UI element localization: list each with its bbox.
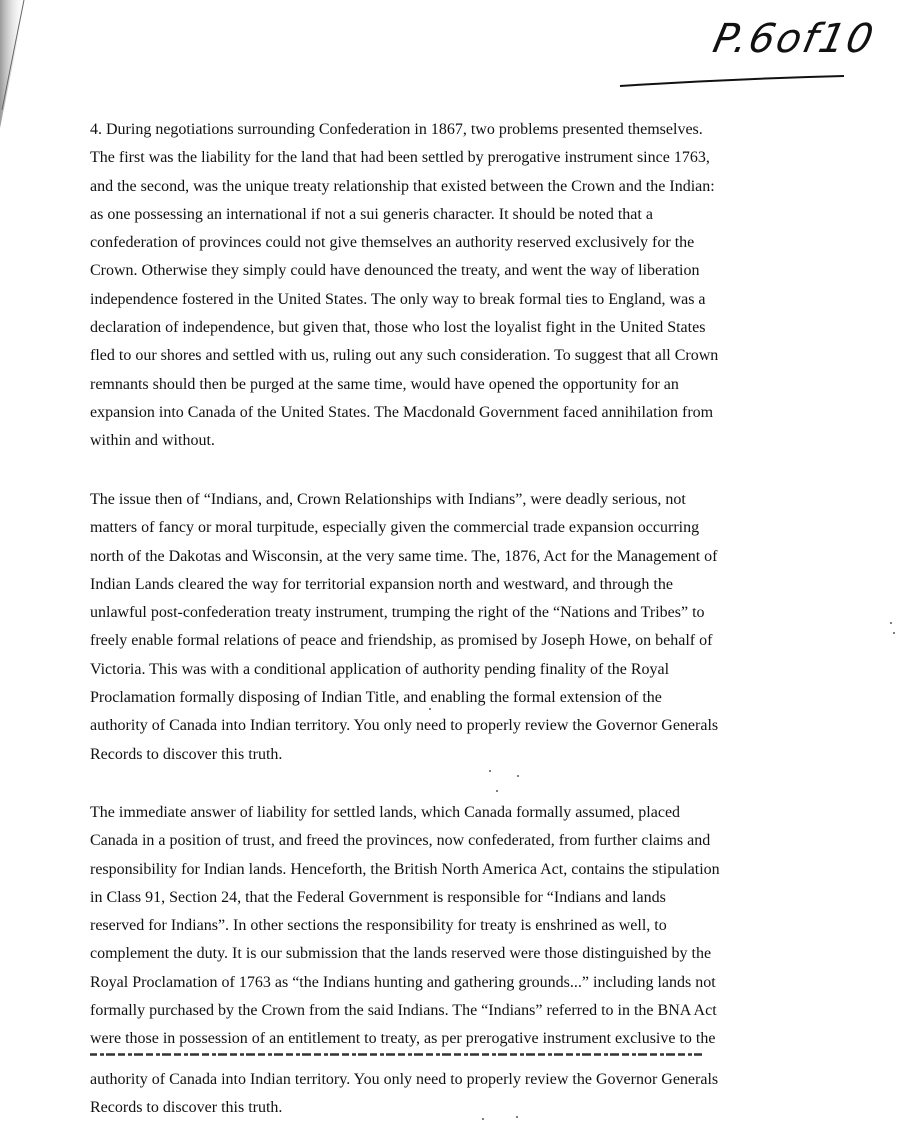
text-line: authority of Canada into Indian territory. You only need to properly review the Governor Generals	[90, 717, 719, 735]
text-line: Records to discover this truth.	[90, 745, 283, 763]
scan-speck	[517, 775, 519, 777]
text-line: Records to discover this truth.	[90, 1099, 283, 1117]
text-line: Victoria. This was with a conditional application of authority pending finality of the Royal	[90, 660, 670, 678]
text-line: fled to our shores and settled with us, ruling out any such consideration. To suggest that all Crown	[90, 347, 719, 365]
text-line: unlawful post-confederation treaty instrument, trumping the right of the “Nations and Tribes” to	[90, 604, 705, 622]
scan-speck	[482, 1118, 484, 1120]
paragraph-4	[90, 1066, 718, 1123]
scan-speck	[429, 708, 431, 710]
text-line: Crown. Otherwise they simply could have denounced the treaty, and went the way of liberation	[90, 262, 700, 280]
text-line: declaration of independence, but given that, those who lost the loyalist fight in the United States	[90, 319, 706, 337]
scan-speck	[496, 790, 498, 792]
scan-speck	[489, 770, 491, 772]
text-line: in Class 91, Section 24, that the Federal Government is responsible for “Indians and lands	[90, 888, 666, 906]
text-line: freely enable formal relations of peace and friendship, as promised by Joseph Howe, on behalf of	[90, 632, 713, 650]
text-line: formally purchased by the Crown from the said Indians. The “Indians” referred to in the BNA Act	[90, 1002, 717, 1020]
scan-speck	[890, 622, 892, 624]
text-line: north of the Dakotas and Wisconsin, at the very same time. The, 1876, Act for the Management of	[90, 547, 718, 565]
text-line: within and without.	[90, 432, 215, 450]
text-line: authority of Canada into Indian territory. You only need to properly review the Governor Generals	[90, 1071, 719, 1088]
text-line: Royal Proclamation of 1763 as “the Indians hunting and gathering grounds...” including lands not	[90, 973, 716, 991]
paragraph-1	[90, 116, 718, 456]
scan-speck	[516, 1116, 518, 1118]
text-line: complement the duty. It is our submission that the lands reserved were those distinguished by the	[90, 945, 712, 963]
text-line: Indian Lands cleared the way for territorial expansion north and westward, and through the	[90, 575, 673, 593]
text-line: The immediate answer of liability for settled lands, which Canada formally assumed, placed	[90, 804, 681, 821]
text-line: reserved for Indians”. In other sections the responsibility for treaty is enshrined as well, to	[90, 917, 667, 935]
text-line: independence fostered in the United States. The only way to break formal ties to England, was a	[90, 290, 706, 308]
text-line: expansion into Canada of the United States. The Macdonald Government faced annihilation from	[90, 403, 714, 421]
text-line: responsibility for Indian lands. Henceforth, the British North America Act, contains the stipulation	[90, 860, 720, 878]
paragraph-3	[90, 799, 720, 1054]
text-line: and the second, was the unique treaty relationship that existed between the Crown and the Indian:	[90, 177, 715, 195]
text-line: The issue then of “Indians, and, Crown Relationships with Indians”, were deadly serious, not	[90, 491, 686, 508]
overlapping-scan-artifact	[90, 1052, 702, 1057]
text-line: were those in possession of an entitlement to treaty, as per prerogative instrument exclusive to the	[90, 1030, 716, 1048]
paragraph-2	[90, 486, 718, 769]
text-line: 4. During negotiations surrounding Confederation in 1867, two problems presented themselves.	[90, 121, 703, 138]
text-line: matters of fancy or moral turpitude, especially given the commercial trade expansion occurring	[90, 519, 700, 537]
text-line: as one possessing an international if not a sui generis character. It should be noted that a	[90, 205, 653, 223]
text-line: The first was the liability for the land that had been settled by prerogative instrument since 1763,	[90, 149, 710, 167]
scan-speck	[893, 632, 895, 634]
text-line: remnants should then be purged at the same time, would have opened the opportunity for an	[90, 375, 679, 393]
handwritten-page-number	[612, 12, 880, 92]
text-line: Proclamation formally disposing of Indian Title, and enabling the formal extension of the	[90, 689, 662, 707]
page-number-underline	[612, 12, 872, 92]
text-line: Canada in a position of trust, and freed the provinces, now confederated, from further claims and	[90, 832, 711, 850]
text-line: confederation of provinces could not give themselves an authority reserved exclusively for the	[90, 234, 695, 252]
page-number-text: P.6of10	[709, 16, 880, 62]
scan-corner-shadow	[0, 0, 34, 130]
